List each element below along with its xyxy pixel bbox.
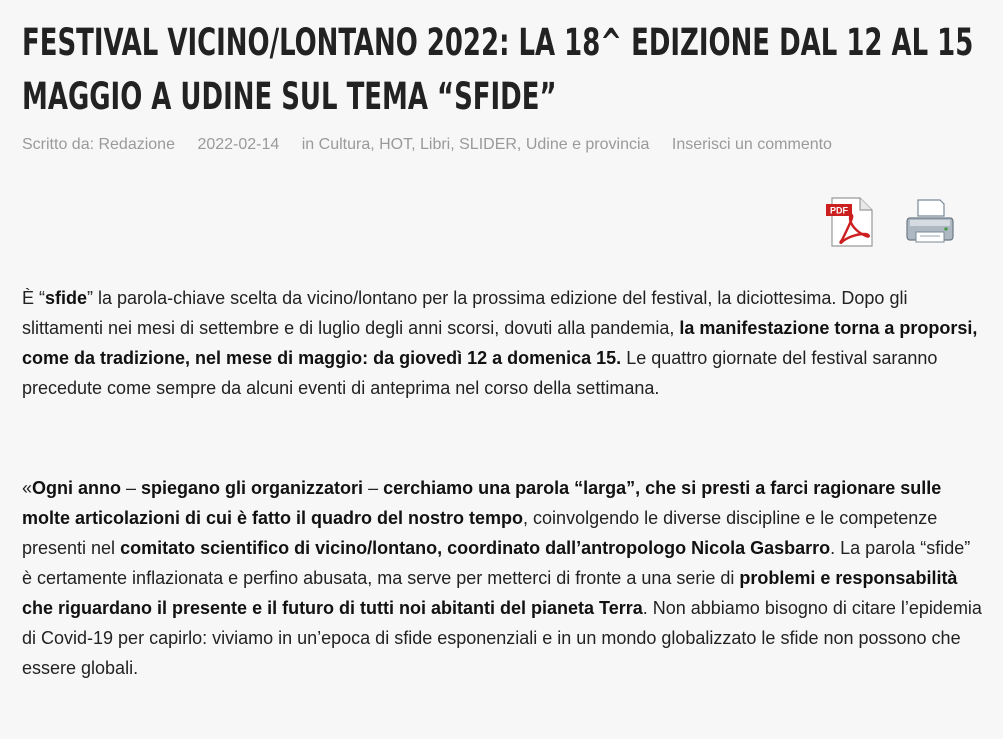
categories-prefix: in	[301, 136, 315, 153]
pdf-icon[interactable]	[824, 196, 876, 248]
article-tools	[824, 196, 956, 248]
bold-span: spiegano gli organizzatori	[141, 478, 364, 498]
text-span: , coinvolgendo le diverse discipline e le competenze presenti nel	[22, 508, 938, 558]
bold-span: cerchiamo una parola “larga”, che si presti a farci ragionare sulle molte articolazioni di cui è fatto il quadro del nostro tempo	[22, 478, 942, 528]
bold-span: problemi e responsabilità che riguardano il presente e il futuro di tutti noi abitanti del pianeta Terra	[22, 568, 958, 618]
publish-date: 2022-02-14	[197, 136, 280, 153]
bold-span: comitato scientifico di vicino/lontano, coordinato dall’antropologo Nicola Gasbarro	[120, 538, 831, 558]
author-label[interactable]: Scritto da: Redazione	[22, 136, 175, 153]
bold-span: la manifestazione torna a proporsi, come da tradizione, nel mese di maggio: da giovedì 12 a domenica 15.	[22, 318, 978, 368]
text-span: «	[22, 478, 33, 498]
article-title: FESTIVAL VICINO/LONTANO 2022: LA 18^ EDIZIONE DAL 12 AL 15 MAGGIO A UDINE SUL TEMA “SFIDE”	[22, 21, 974, 118]
pdf-label: PDF	[830, 205, 848, 216]
text-span: –	[363, 478, 384, 498]
categories-links[interactable]: Cultura, HOT, Libri, SLIDER, Udine e provincia	[318, 136, 650, 153]
paragraph-intro	[22, 283, 982, 403]
paragraph-quote	[22, 473, 982, 683]
printer-icon[interactable]	[904, 196, 956, 248]
text-span: ” la parola-chiave scelta da vicino/lontano per la prossima edizione del festival, la diciottesima. Dopo gli slittamenti nei mesi di settembre e di luglio degli anni scorsi, dovuti alla pandemia,	[22, 288, 908, 338]
bold-span: sfide	[45, 288, 88, 308]
article-meta	[22, 136, 850, 154]
text-span: . La parola “sfide” è certamente inflazionata e perfino abusata, ma serve per metterci di fronte a una serie di	[22, 538, 971, 588]
text-span: . Non abbiamo bisogno di citare l’epidemia di Covid-19 per capirlo: viviamo in un’epoca di sfide esponenziali e in un mondo globalizzato le sfide non possono che essere globali.	[22, 598, 982, 678]
text-span: È “	[22, 288, 46, 308]
categories	[302, 136, 650, 153]
text-span: –	[121, 478, 142, 498]
text-span: Le quattro giornate del festival saranno precedute come sempre da alcuni eventi di anteprima nel corso della settimana.	[22, 348, 938, 398]
comment-link[interactable]: Inserisci un commento	[671, 136, 832, 153]
bold-span: Ogni anno	[32, 478, 122, 498]
